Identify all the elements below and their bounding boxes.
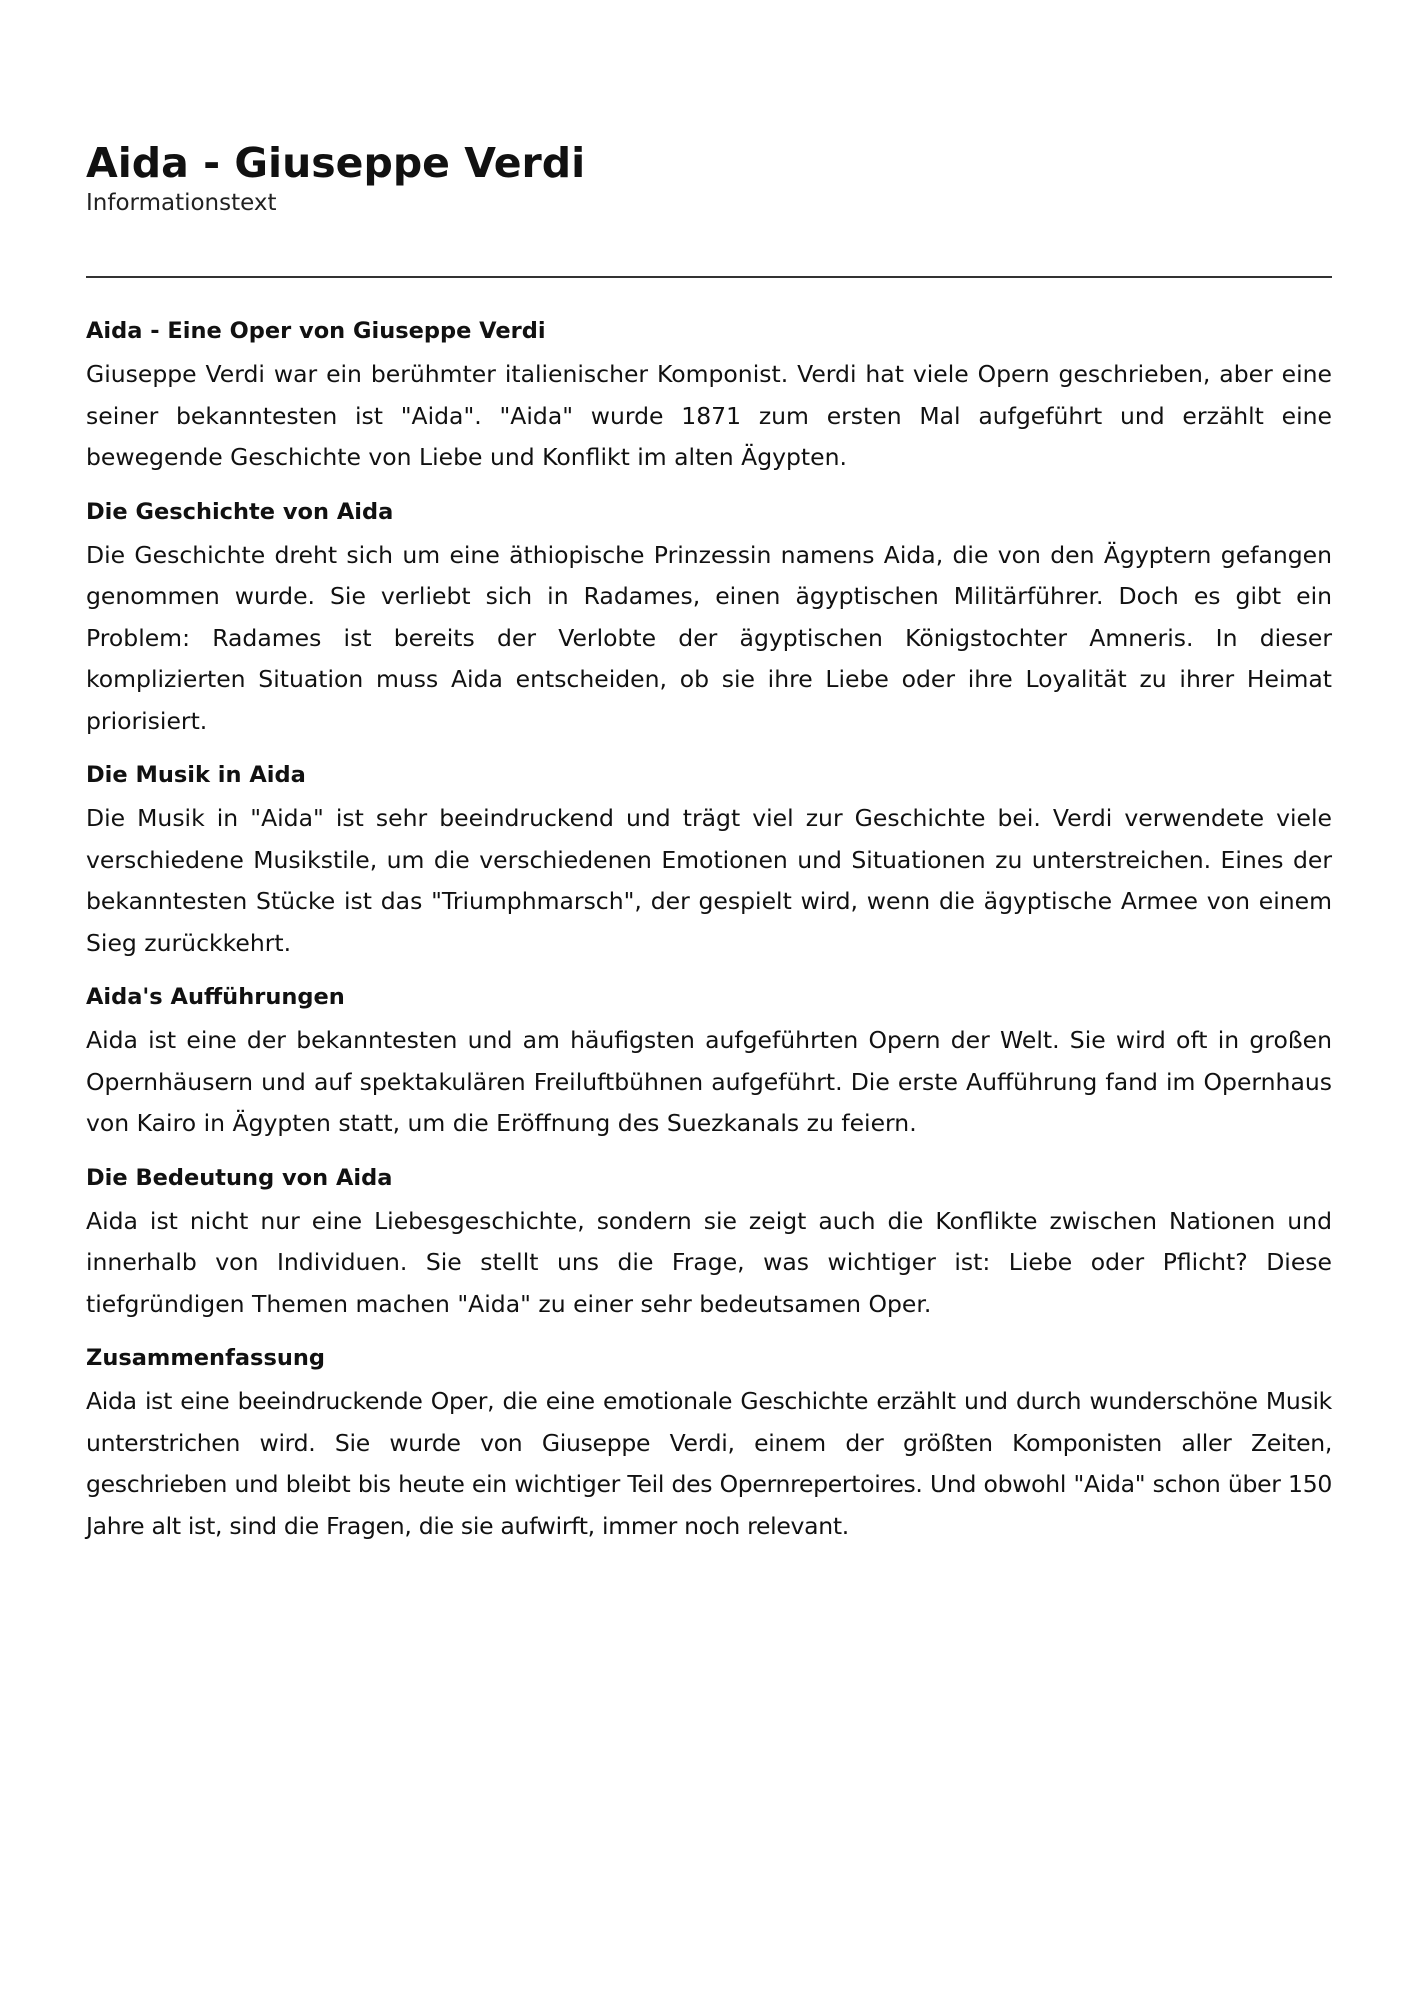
- section-paragraph: Die Musik in "Aida" ist sehr beeindruckend und trägt viel zur Geschichte bei. Verdi verwendete viele verschiedene Musikstile, um die verschiedenen Emotionen und Situationen zu unterstreichen. Eines der bekanntesten Stücke ist das "Triumphmarsch", der gespielt wird, wenn die ägyptische Armee von einem Sieg zurückkehrt.: [86, 804, 1332, 957]
- section-significance: [86, 1163, 1332, 1326]
- page-subtitle: Informationstext: [86, 190, 277, 216]
- page-title: Aida - Giuseppe Verdi: [86, 139, 586, 187]
- section-paragraph: Die Geschichte dreht sich um eine äthiopische Prinzessin namens Aida, die von den Ägyptern gefangen genommen wurde. Sie verliebt sich in Radames, einen ägyptischen Militärführer. Doch es gibt ein Problem: Radames ist bereits der Verlobte der ägyptischen Königstochter Amneris. In dieser komplizierten Situation muss Aida entscheiden, ob sie ihre Liebe oder ihre Loyalität zu ihrer Heimat priorisiert.: [86, 540, 1332, 735]
- section-paragraph: Aida ist eine der bekanntesten und am häufigsten aufgeführten Opern der Welt. Sie wird oft in großen Opernhäusern und auf spektakulären Freiluftbühnen aufgeführt. Die erste Aufführung fand im Opernhaus von Kairo in Ägypten statt, um die Eröffnung des Suezkanals zu feiern.: [86, 1026, 1332, 1137]
- section-heading: Zusammenfassung: [86, 1345, 325, 1371]
- section-heading: Die Musik in Aida: [86, 762, 306, 788]
- section-intro: [86, 316, 1332, 479]
- section-paragraph: Aida ist nicht nur eine Liebesgeschichte, sondern sie zeigt auch die Konflikte zwischen Nationen und innerhalb von Individuen. Sie stellt uns die Frage, was wichtiger ist: Liebe oder Pflicht? Diese tiefgründigen Themen machen "Aida" zu einer sehr bedeutsamen Oper.: [86, 1206, 1332, 1318]
- section-story: [86, 497, 1332, 743]
- section-performances: [86, 982, 1332, 1145]
- section-heading: Aida's Aufführungen: [86, 984, 345, 1010]
- section-heading: Aida - Eine Oper von Giuseppe Verdi: [86, 318, 546, 344]
- title-divider: [86, 276, 1332, 278]
- section-heading: Die Bedeutung von Aida: [86, 1164, 393, 1191]
- document-page: [86, 138, 1332, 1565]
- section-summary: [86, 1343, 1332, 1547]
- section-paragraph: Giuseppe Verdi war ein berühmter italienischer Komponist. Verdi hat viele Opern geschrieben, aber eine seiner bekanntesten ist "Aida". "Aida" wurde 1871 zum ersten Mal aufgeführt und erzählt eine bewegende Geschichte von Liebe und Konflikt im alten Ägypten.: [86, 360, 1332, 471]
- section-music: [86, 760, 1332, 964]
- section-heading: Die Geschichte von Aida: [86, 498, 394, 525]
- section-paragraph: Aida ist eine beeindruckende Oper, die eine emotionale Geschichte erzählt und durch wunderschöne Musik unterstrichen wird. Sie wurde von Giuseppe Verdi, einem der größten Komponisten aller Zeiten, geschrieben und bleibt bis heute ein wichtiger Teil des Opernrepertoires. Und obwohl "Aida" schon über 150 Jahre alt ist, sind die Fragen, die sie aufwirft, immer noch relevant.: [86, 1387, 1332, 1540]
